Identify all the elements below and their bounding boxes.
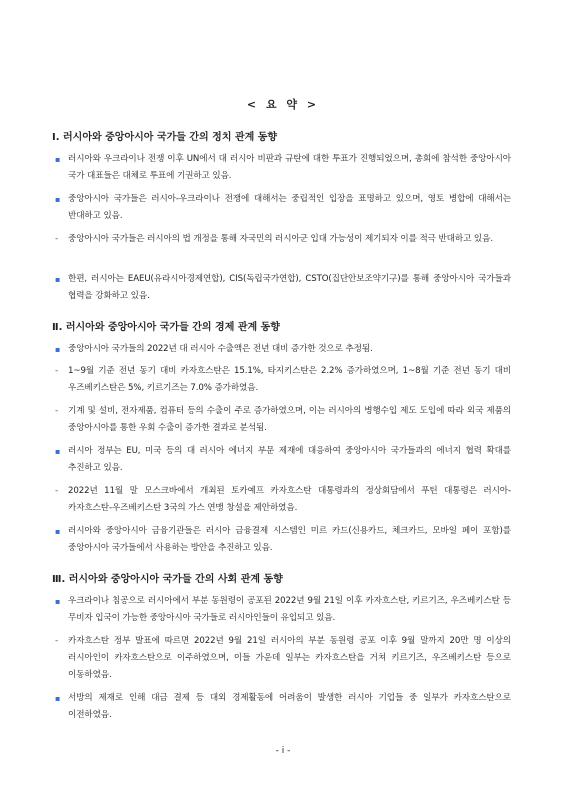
item-text: 중앙아시아 국가들은 러시아의 법 개정을 통해 자국민의 러시아군 입대 가능성이 제기되자 이를 적극 반대하고 있음. [68,234,493,244]
item-text: 중앙아시아 국가들은 러시아-우크라이나 전쟁에 대해서는 중립적인 입장을 표명하고 있으며, 영토 병합에 대해서는 반대하고 있음. [68,194,511,221]
list-item [55,443,511,477]
list-item [55,231,511,248]
bullet-icon: ▪ [55,447,61,456]
section-heading-3: Ⅲ. 러시아와 중앙아시아 국가들 간의 사회 관계 동향 [52,574,283,585]
list-item [55,363,511,397]
dash-marker: - [55,406,59,416]
item-text: 중앙아시아 국가들의 2022년 대 러시아 수출액은 전년 대비 증가한 것으로 추정됨. [68,344,373,354]
dash-marker: - [55,486,59,496]
list-item [55,341,511,358]
list-item [55,523,511,557]
bullet-icon: ▪ [55,195,61,204]
list-item [55,151,511,185]
bullet-icon: ▪ [55,597,61,606]
list-item [55,690,511,724]
list-item [55,633,511,684]
page-number: - i - [275,746,291,756]
section-heading-2: Ⅱ. 러시아와 중앙아시아 국가들 간의 경제 관계 동향 [52,322,280,333]
summary-title: < 요 약 > [246,98,320,111]
item-text: 카자흐스탄 정부 발표에 따르면 2022년 9월 21일 러시아의 부분 동원령 공포 이후 9월 말까지 20만 명 이상의 러시아인이 카자흐스탄으로 이주하였으며, 이들 가운데 일부는 카자흐스탄을 거쳐 키르기즈, 우즈베키스탄 등으로 이동하였음. [68,636,511,680]
bullet-icon: ▪ [55,527,61,536]
item-text: 러시아와 중앙아시아 금융기관들은 러시아 금융결제 시스템인 미르 카드(신용카드, 체크카드, 모바일 페이 포함)를 중앙아시아 국가들에서 사용하는 방안을 추진하고 있음. [68,526,511,553]
item-text: 한편, 러시아는 EAEU(유라시아경제연합), CIS(독립국가연합), CSTO(집단안보조약기구)를 통해 중앙아시아 국가들과 협력을 강화하고 있음. [68,274,511,301]
list-item [55,593,511,627]
item-text: 우크라이나 침공으로 러시아에서 부분 동원령이 공포된 2022년 9월 21일 이후 카자흐스탄, 키르기즈, 우즈베키스탄 등 무비자 입국이 가능한 중앙아시아 국가들로 러시아인들이 유입되고 있음. [68,596,511,623]
dash-marker: - [55,366,59,376]
item-text: 서방의 제재로 인해 대금 결제 등 대외 경제활동에 어려움이 발생한 러시아 기업들 중 일부가 카자흐스탄으로 이전하였음. [68,693,511,720]
item-text: 러시아와 우크라이나 전쟁 이후 UN에서 대 러시아 비판과 규탄에 대한 투표가 진행되었으며, 총회에 참석한 중앙아시아 국가 대표들은 대체로 투표에 기권하고 있음. [68,154,511,181]
section-heading-1: Ⅰ. 러시아와 중앙아시아 국가들 간의 정치 관계 동향 [52,132,278,143]
list-item [55,271,511,305]
bullet-icon: ▪ [55,155,61,164]
bullet-icon: ▪ [55,694,61,703]
dash-marker: - [55,636,59,646]
item-text: 1~9월 기준 전년 동기 대비 카자흐스탄은 15.1%, 타지키스탄은 2.2% 증가하였으며, 1~8월 기준 전년 동기 대비 우즈베키스탄은 5%, 키르기즈는 7.0% 증가하였음. [68,366,511,393]
item-text: 러시아 정부는 EU, 미국 등의 대 러시아 에너지 부문 제재에 대응하여 중앙아시아 국가들과의 에너지 협력 확대를 추진하고 있음. [68,446,511,473]
dash-marker: - [55,234,59,244]
item-text: 2022년 11월 말 모스크바에서 개최된 토카예프 카자흐스탄 대통령과의 정상회담에서 푸틴 대통령은 러시아-카자흐스탄-우즈베키스탄 3국의 가스 연맹 창설을 제안하였음. [68,486,511,513]
list-item [55,483,511,517]
list-item [55,191,511,225]
list-item [55,403,511,437]
bullet-icon: ▪ [55,345,61,354]
item-text: 기계 및 설비, 전자제품, 컴퓨터 등의 수출이 주로 증가하였으며, 이는 러시아의 병행수입 제도 도입에 따라 외국 제품의 중앙아시아를 통한 우회 수출이 증가한 결과로 분석됨. [68,406,511,433]
bullet-icon: ▪ [55,275,61,284]
